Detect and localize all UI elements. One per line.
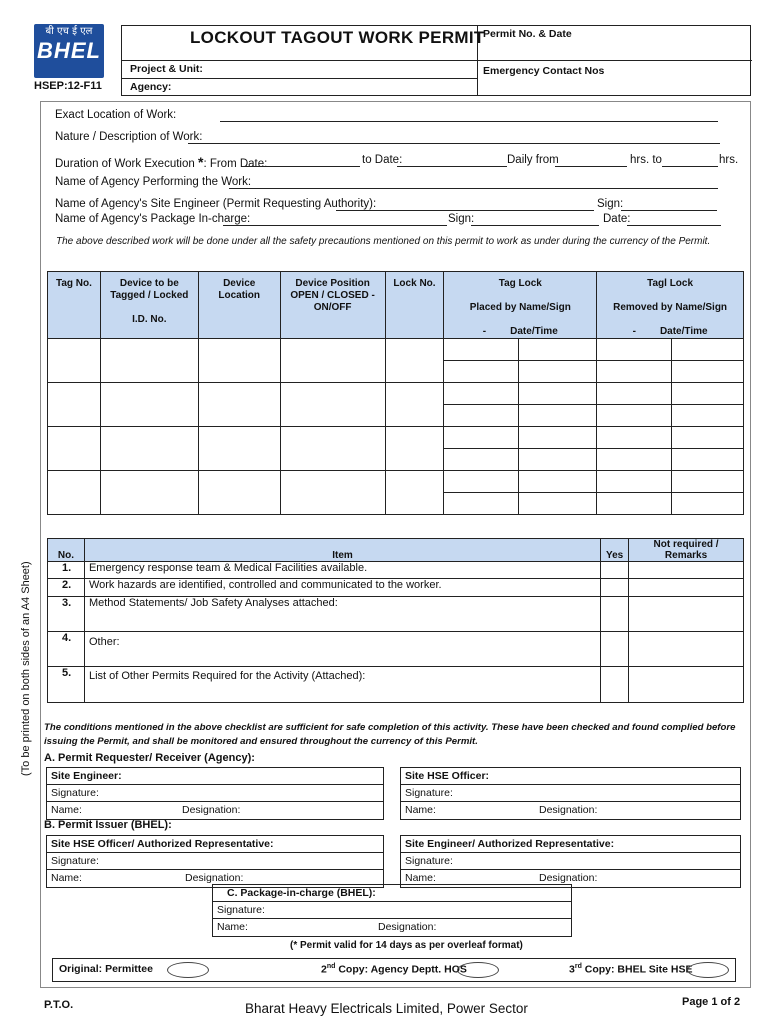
copy-second-label: 2nd Copy: Agency Deptt. HOS [321,963,467,976]
table-cell[interactable] [672,493,744,515]
section-c-box: C. Package-in-charge (BHEL): Signature: Name: Designation: [212,884,572,937]
section-b-site-engineer-box: Site Engineer/ Authorized Representative: Signature: Name: Designation: [400,835,741,888]
table-cell[interactable] [280,339,385,383]
table-cell[interactable] [100,427,198,471]
hrs-to-label: hrs. to [630,154,662,166]
table-cell[interactable] [385,383,444,427]
agency-label: Agency: [130,81,172,93]
safety-note: The above described work will be done under all the safety precautions mentioned on this permit to work as under during the currency of the Permit. [56,236,711,247]
table-cell[interactable] [519,339,597,361]
daily-from-field[interactable] [555,166,627,167]
table-cell[interactable] [597,383,672,405]
name-field[interactable]: Name: Designation: [405,872,598,884]
table-cell[interactable] [444,361,519,383]
signature-field[interactable]: Signature: [401,853,740,870]
item-header: Item [84,539,600,562]
document-code: HSEP:12-F11 [34,80,102,92]
device-location-header: Device Location [198,272,280,339]
table-cell[interactable] [48,427,101,471]
name-field[interactable]: Name: Designation: [405,804,598,816]
permit-no-label: Permit No. & Date [483,28,572,40]
agency-name-field[interactable] [229,188,718,189]
signature-field[interactable]: Signature: [213,902,571,919]
original-copy-oval [167,962,209,978]
third-copy-oval [687,962,729,978]
yes-checkbox[interactable] [601,562,629,579]
table-cell[interactable] [100,471,198,515]
package-incharge-label: Name of Agency's Package In-charge: [55,213,251,225]
from-date-field[interactable] [242,166,360,167]
nature-field[interactable] [188,143,720,144]
pto-label: P.T.O. [44,999,74,1011]
package-date-label: Date: [603,213,631,225]
device-id-header: Device to be Tagged / Locked I.D. No. [100,272,198,339]
table-cell[interactable] [100,383,198,427]
tag-lock-table [47,271,744,515]
table-cell[interactable] [444,471,519,493]
table-cell[interactable] [597,339,672,361]
to-date-field[interactable] [397,166,507,167]
table-cell[interactable] [672,471,744,493]
table-cell[interactable] [672,383,744,405]
agency-name-label: Name of Agency Performing the Work: [55,176,252,188]
hrs-label: hrs. [719,154,739,166]
hrs-to-field[interactable] [662,166,718,167]
table-cell[interactable] [280,471,385,515]
table-cell[interactable] [444,405,519,427]
copy-third-label: 3rd Copy: BHEL Site HSE [569,963,693,976]
table-cell[interactable] [597,449,672,471]
table-cell[interactable] [672,449,744,471]
table-cell[interactable] [672,405,744,427]
checklist-row: 2. Work hazards are identified, controlled and communicated to the worker. [48,579,744,597]
table-cell[interactable] [597,405,672,427]
signature-field[interactable]: Signature: [401,785,740,802]
table-cell[interactable] [198,339,280,383]
checklist-table [47,538,744,703]
table-cell[interactable] [597,471,672,493]
table-cell[interactable] [444,449,519,471]
remarks-cell[interactable] [629,632,744,667]
table-cell[interactable] [444,493,519,515]
section-b-heading: B. Permit Issuer (BHEL): [44,819,172,831]
location-label: Exact Location of Work: [55,109,177,121]
table-cell[interactable] [198,471,280,515]
page-title: LOCKOUT TAGOUT WORK PERMIT [190,28,485,47]
second-copy-oval [457,962,499,978]
package-sign-label: Sign: [448,213,475,225]
yes-checkbox[interactable] [601,579,629,597]
package-incharge-field[interactable] [223,225,447,226]
table-cell[interactable] [519,361,597,383]
table-cell[interactable] [519,471,597,493]
daily-from-label: Daily from [507,154,559,166]
table-cell[interactable] [519,427,597,449]
tag-lock-removed-header: Tagl Lock Removed by Name/Sign - Date/Time [597,272,744,339]
table-cell[interactable] [519,449,597,471]
name-field[interactable]: Name: Designation: [51,872,244,884]
yes-checkbox[interactable] [601,632,629,667]
package-date-field[interactable] [627,225,721,226]
table-cell[interactable] [672,339,744,361]
table-cell[interactable] [519,493,597,515]
table-cell[interactable] [597,493,672,515]
remarks-cell[interactable] [629,562,744,579]
table-cell[interactable] [198,427,280,471]
conditions-note: The conditions mentioned in the above checklist are sufficient for safe completion of this activity. These have been checked and found complied before issuing the Permit, and shall be monitored and ensured throughout the currency of this Permit. [44,722,736,747]
company-name: Bharat Heavy Electricals Limited, Power Sector [245,1001,528,1016]
section-a-heading: A. Permit Requester/ Receiver (Agency): [44,752,255,764]
table-cell[interactable] [444,339,519,361]
table-cell[interactable] [280,383,385,427]
checklist-row: 4. Other: [48,632,744,667]
location-field[interactable] [220,121,718,122]
section-a-hse-officer-box: Site HSE Officer: Signature: Name: Designation: [400,767,741,820]
page-number: Page 1 of 2 [682,996,741,1008]
bhel-logo: बी एच ई एल BHEL [34,24,104,78]
remarks-cell[interactable] [629,579,744,597]
duration-row: Duration of Work Execution *: From Date: [55,154,268,170]
package-sign-field[interactable] [471,225,599,226]
device-position-header: Device Position OPEN / CLOSED - ON/OFF [280,272,385,339]
remarks-cell[interactable] [629,667,744,703]
lock-no-header: Lock No. [385,272,444,339]
section-a-site-engineer-box: Site Engineer: Signature: Name: Designation: [46,767,384,820]
table-cell[interactable] [48,339,101,383]
checklist-row: 5. List of Other Permits Required for the Activity (Attached): [48,667,744,703]
yes-checkbox[interactable] [601,667,629,703]
checklist-row: 1. Emergency response team & Medical Facilities available. [48,562,744,579]
remarks-header: Not required / Remarks [629,539,744,562]
table-cell[interactable] [672,361,744,383]
table-cell[interactable] [597,427,672,449]
remarks-cell[interactable] [629,597,744,632]
to-date-label: to Date: [362,154,403,166]
table-cell[interactable] [48,383,101,427]
table-cell[interactable] [444,427,519,449]
signature-field[interactable]: Signature: [47,853,383,870]
table-cell[interactable] [385,339,444,383]
table-cell[interactable] [672,427,744,449]
emergency-contact-label: Emergency Contact Nos [483,65,605,77]
table-cell[interactable] [198,383,280,427]
signature-field[interactable]: Signature: [47,785,383,802]
yes-checkbox[interactable] [601,597,629,632]
table-cell[interactable] [385,471,444,515]
checklist-row: 3. Method Statements/ Job Safety Analyses attached: [48,597,744,632]
name-field[interactable]: Name: Designation: [217,921,437,933]
table-cell[interactable] [519,405,597,427]
copy-original-label: Original: Permittee [59,963,153,975]
project-unit-label: Project & Unit: [130,63,203,75]
table-cell[interactable] [519,383,597,405]
table-cell[interactable] [385,427,444,471]
no-header: No. [48,539,85,562]
tag-lock-placed-header: Tag Lock Placed by Name/Sign - Date/Time [444,272,597,339]
copy-distribution [52,958,736,982]
table-cell[interactable] [48,471,101,515]
site-engineer-sign-label: Sign: [597,198,624,210]
validity-note: (* Permit valid for 14 days as per overleaf format) [290,940,523,951]
nature-label: Nature / Description of Work: [55,131,203,143]
site-engineer-field[interactable] [336,210,594,211]
section-b-hse-officer-box: Site HSE Officer/ Authorized Representative: Signature: Name: Designation: [46,835,384,888]
tag-no-header: Tag No. [48,272,101,339]
site-engineer-label: Name of Agency's Site Engineer (Permit Requesting Authority): [55,198,377,210]
name-field[interactable]: Name: Designation: [51,804,241,816]
table-cell[interactable] [280,427,385,471]
table-cell[interactable] [597,361,672,383]
table-cell[interactable] [444,383,519,405]
yes-header: Yes [601,539,629,562]
print-instruction: (To be printed on both sides of an A4 Sheet) [20,561,32,776]
site-engineer-sign-field[interactable] [621,210,717,211]
table-cell[interactable] [100,339,198,383]
